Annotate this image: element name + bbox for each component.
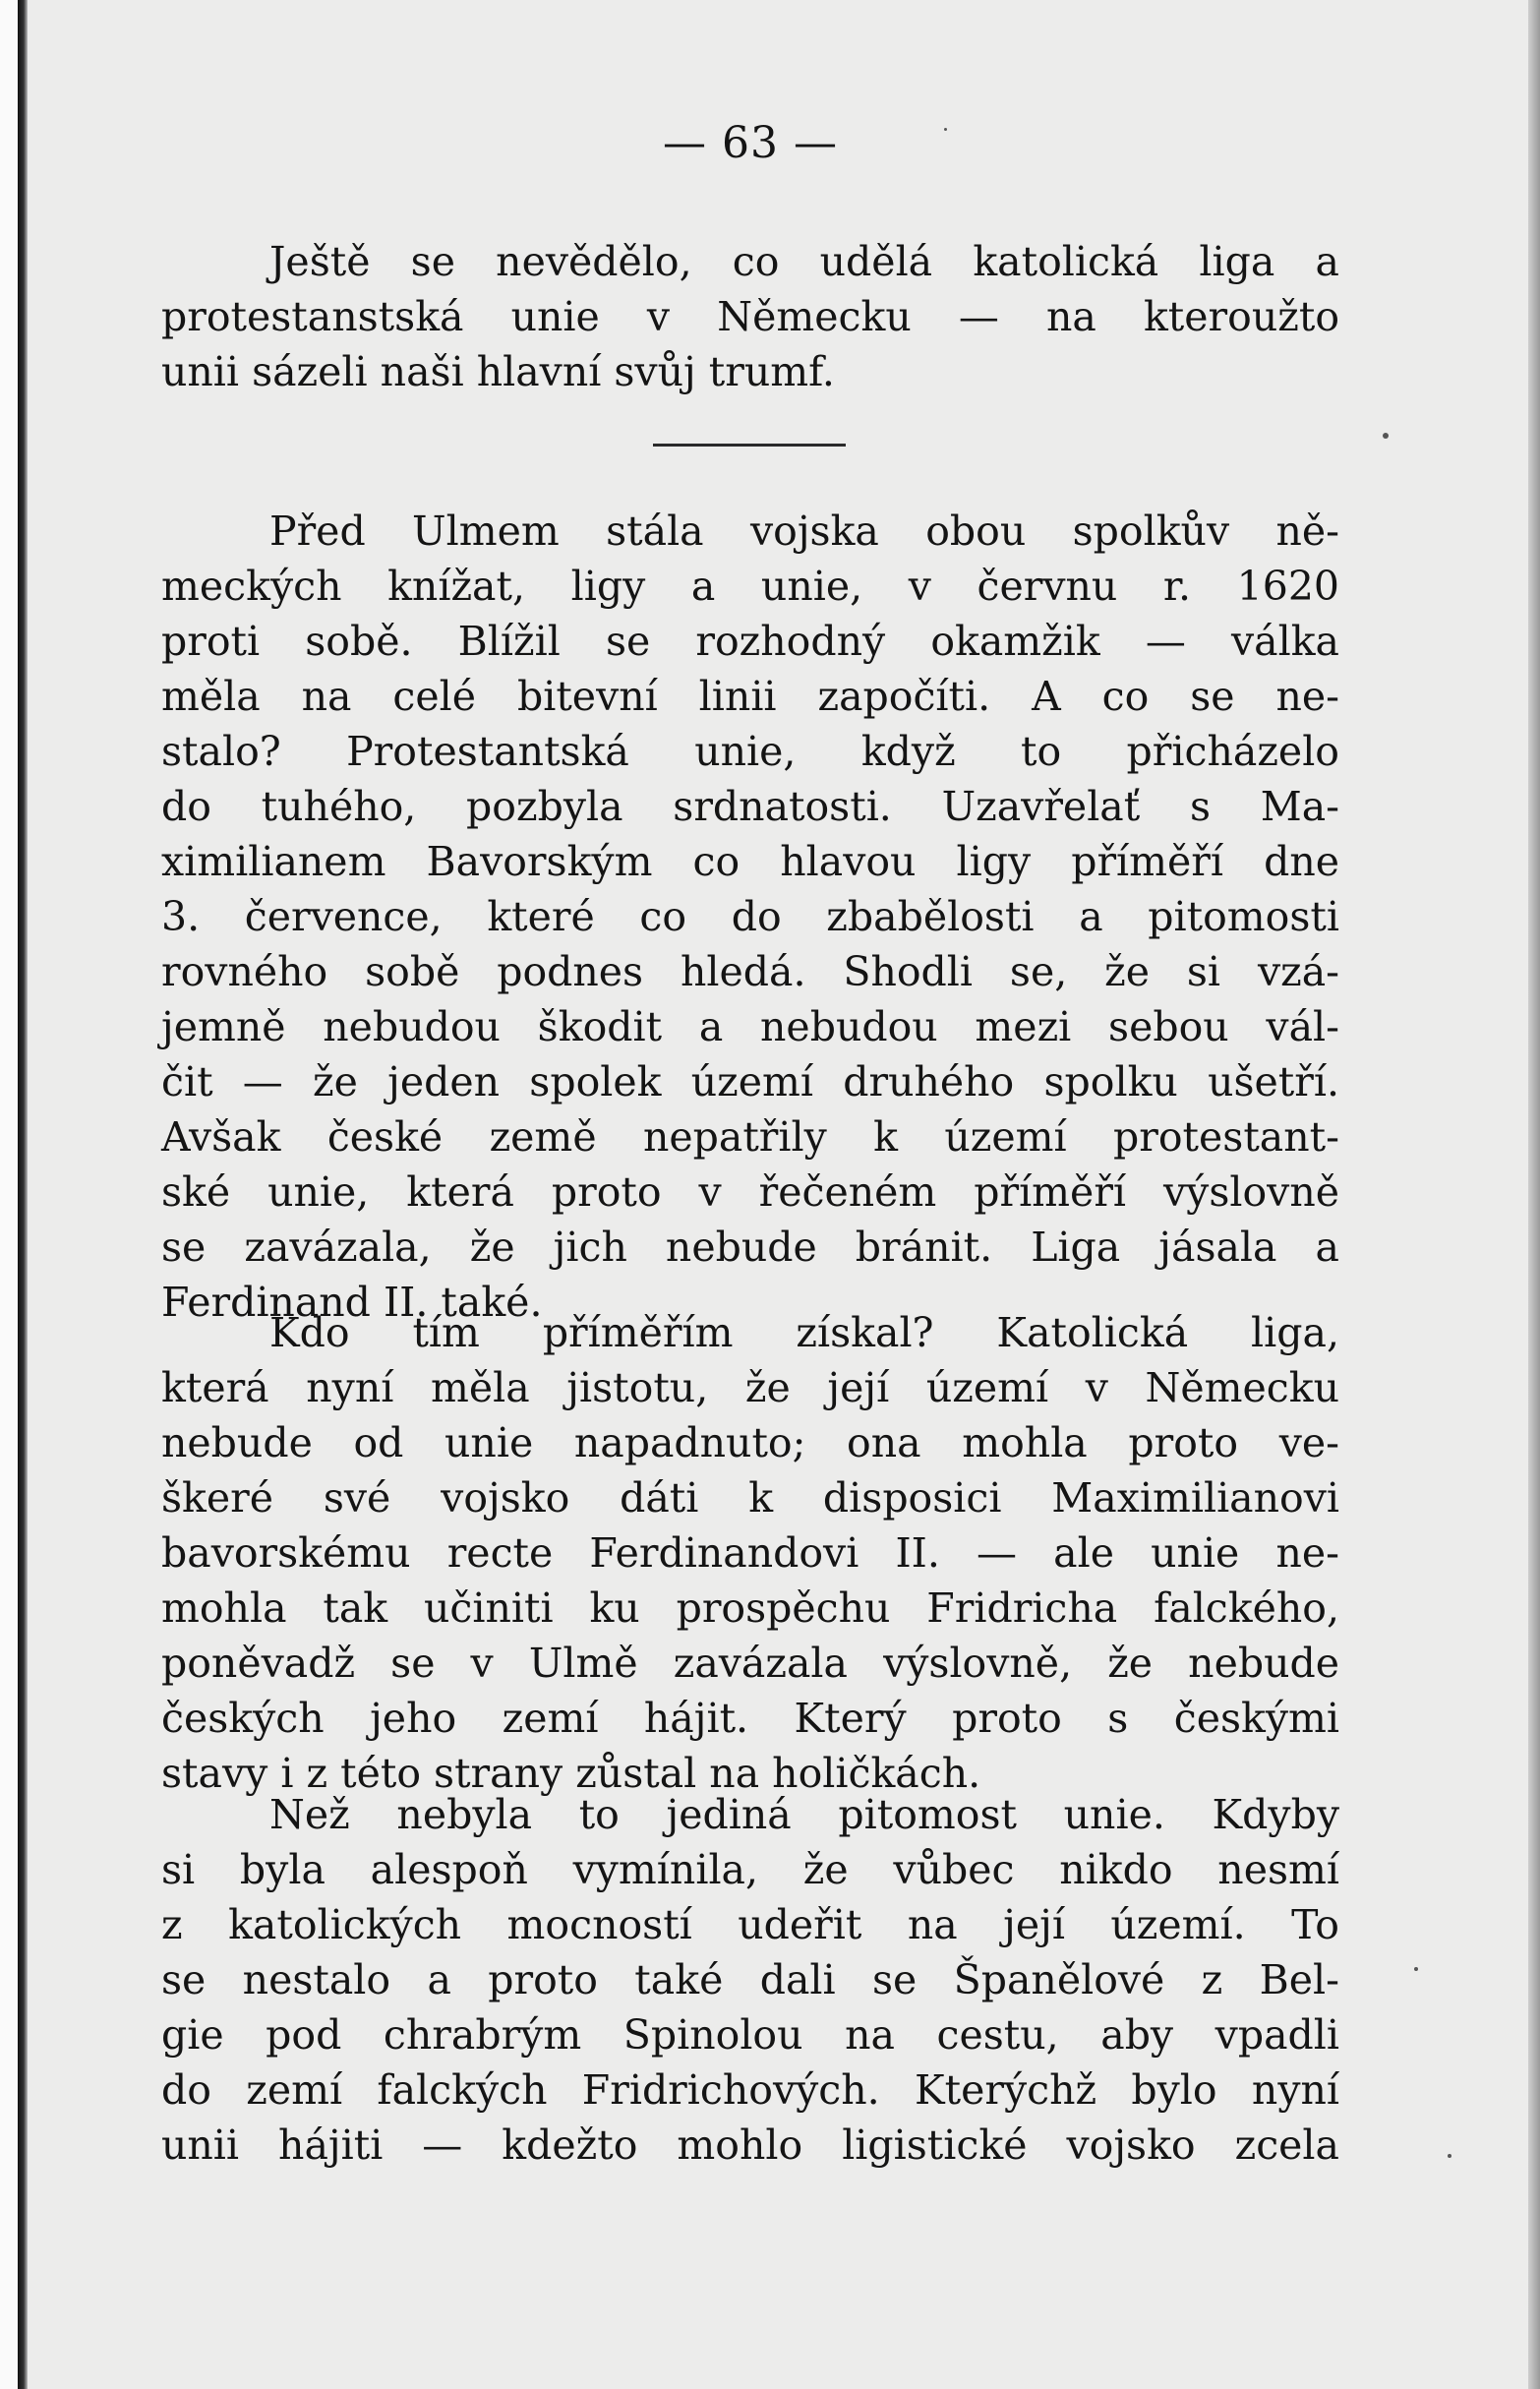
text-line: 3. července, které co do zbabělosti a pitomosti bbox=[161, 893, 1339, 940]
text-line: protestanstská unie v Německu — na kteroužto bbox=[161, 293, 1339, 340]
text-line: stalo? Protestantská unie, když to přicházelo bbox=[161, 728, 1339, 775]
text-line: meckých knížat, ligy a unie, v červnu r. 1620 bbox=[161, 563, 1339, 610]
paper-speck bbox=[1448, 2154, 1451, 2158]
text-line: čit — že jeden spolek území druhého spolku ušetří. bbox=[161, 1058, 1339, 1105]
text-line: mohla tak učiniti ku prospěchu Fridricha falckého, bbox=[161, 1584, 1339, 1632]
text-line: bavorskému recte Ferdinandovi II. — ale unie ne- bbox=[161, 1529, 1339, 1577]
text-line: Ještě se nevědělo, co udělá katolická liga a bbox=[269, 238, 1339, 285]
paper-speck bbox=[944, 128, 947, 131]
text-line: Než nebyla to jediná pitomost unie. Kdyby bbox=[269, 1791, 1339, 1838]
text-line: z katolických mocností udeřit na její území. To bbox=[161, 1901, 1339, 1948]
text-line: proti sobě. Blížil se rozhodný okamžik — válka bbox=[161, 618, 1339, 665]
text-line: která nyní měla jistotu, že její území v Německu bbox=[161, 1364, 1339, 1411]
text-line: se zavázala, že jich nebude bránit. Liga jásala a bbox=[161, 1224, 1339, 1271]
text-line: si byla alespoň vymínila, že vůbec nikdo nesmí bbox=[161, 1846, 1339, 1893]
text-line: ské unie, která proto v řečeném příměří výslovně bbox=[161, 1168, 1339, 1216]
text-line: do zemí falckých Fridrichových. Kterýchž bylo nyní bbox=[161, 2066, 1339, 2114]
page-number: — 63 — bbox=[663, 118, 838, 168]
text-line: Kdo tím příměřím získal? Katolická liga, bbox=[269, 1309, 1339, 1356]
paragraph-3 bbox=[161, 1305, 1339, 1801]
text-line: Před Ulmem stála vojska obou spolkův ně- bbox=[269, 508, 1339, 555]
text-line: českých jeho zemí hájit. Který proto s českými bbox=[161, 1695, 1339, 1742]
text-line: stavy i z této strany zůstal na holičkách. bbox=[161, 1750, 981, 1797]
paper-speck bbox=[1414, 1967, 1418, 1971]
paragraph-4 bbox=[161, 1787, 1339, 2173]
paragraph-1 bbox=[161, 234, 1339, 399]
page-margin-left bbox=[0, 0, 18, 2389]
text-line: poněvadž se v Ulmě zavázala výslovně, že nebude bbox=[161, 1640, 1339, 1687]
text-line: do tuhého, pozbyla srdnatosti. Uzavřelať s Ma- bbox=[161, 783, 1339, 830]
text-line: unii sázeli naši hlavní svůj trumf. bbox=[161, 348, 835, 395]
text-line: Avšak české země nepatřily k území protestant- bbox=[161, 1113, 1339, 1161]
page-edge-right bbox=[1528, 0, 1540, 2389]
text-line: jemně nebudou škodit a nebudou mezi sebou vál- bbox=[161, 1003, 1339, 1050]
paragraph-2 bbox=[161, 504, 1339, 1330]
section-divider bbox=[653, 444, 846, 447]
text-line: unii hájiti — kdežto mohlo ligistické vojsko zcela bbox=[161, 2121, 1339, 2169]
text-line: Ferdinand II. také. bbox=[161, 1279, 543, 1326]
text-line: ximilianem Bavorským co hlavou ligy příměří dne bbox=[161, 838, 1339, 885]
text-line: gie pod chrabrým Spinolou na cestu, aby vpadli bbox=[161, 2011, 1339, 2059]
paper-speck bbox=[1383, 433, 1389, 439]
text-line: nebude od unie napadnuto; ona mohla proto ve- bbox=[161, 1419, 1339, 1466]
text-line: škeré své vojsko dáti k disposici Maximilianovi bbox=[161, 1474, 1339, 1522]
text-line: rovného sobě podnes hledá. Shodli se, že si vzá- bbox=[161, 948, 1339, 995]
text-line: měla na celé bitevní linii započíti. A co se ne- bbox=[161, 673, 1339, 720]
page-binding-shadow bbox=[18, 0, 28, 2389]
text-line: se nestalo a proto také dali se Španělové z Bel- bbox=[161, 1956, 1339, 2003]
